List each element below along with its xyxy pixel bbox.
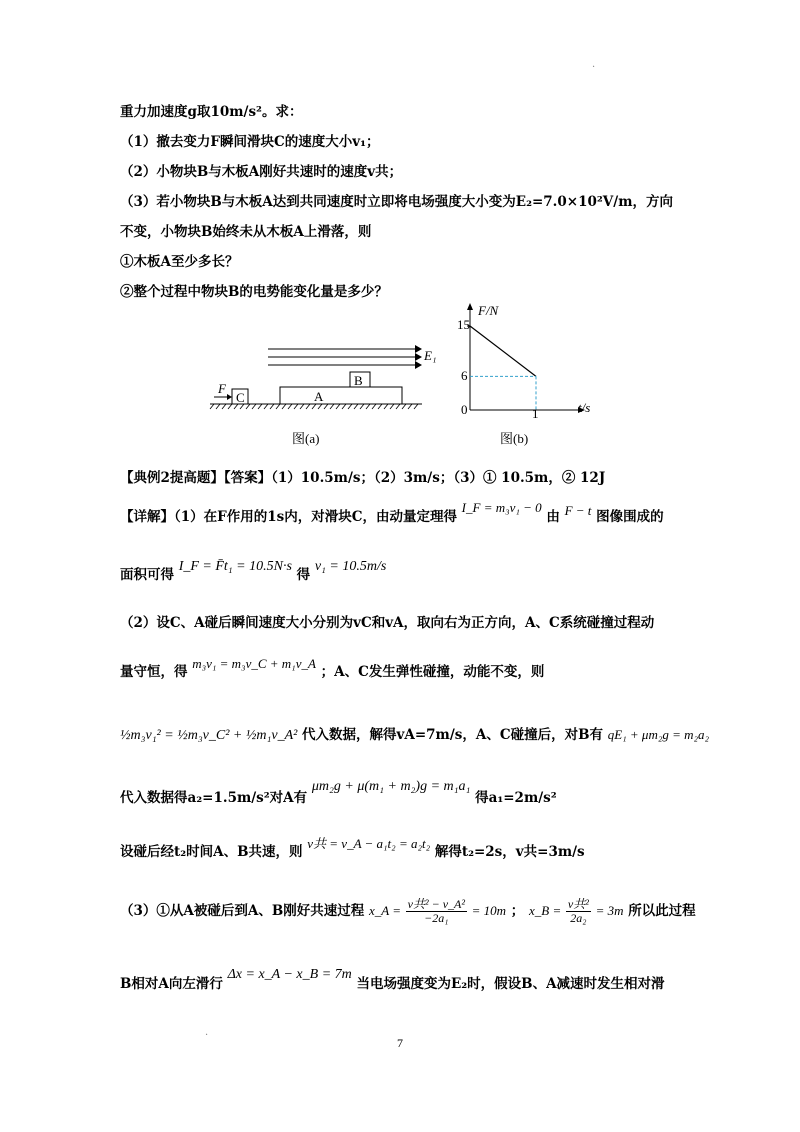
x-tick-1: 1	[532, 406, 539, 421]
detail-line-2	[120, 559, 387, 584]
label-A: A	[314, 389, 324, 404]
fraction-xa	[406, 898, 467, 925]
equation-momentum-conservation: m₃v₁ = m₃v_C + m₁v_A	[192, 656, 316, 671]
detail-text: 代入数据，解得vA=7m/s，A、C碰撞后，对B有	[302, 727, 603, 743]
y-axis-label: F/N	[478, 303, 499, 318]
label-F: F	[218, 381, 226, 396]
detail-text: 所以此过程	[628, 903, 696, 919]
fraction-xb	[566, 898, 591, 925]
detail-text: 当电场强度变为E₂时，假设B、A减速时发生相对滑	[356, 976, 665, 992]
x-axis-label: t/s	[578, 400, 591, 415]
question-3-sub-2: ②整个过程中物块B的电势能变化量是多少？	[120, 284, 388, 300]
label-B: B	[354, 373, 363, 388]
label-E1: E₁	[424, 348, 437, 363]
equation-v1: v₁ = 10.5m/s	[314, 559, 387, 574]
label-C: C	[236, 390, 245, 405]
fraction-xb-denominator: 2a₂	[570, 911, 587, 925]
question-2: （2）小物块B与木板A刚好共速时的速度v共；	[120, 164, 403, 180]
detail-line-8	[120, 898, 696, 925]
detail-text: ；A、C发生弹性碰撞，动能不变，则	[320, 664, 545, 680]
detail-line-5	[120, 723, 709, 744]
question-1: （1）撤去变力F瞬间滑块C的速度大小v₁；	[120, 134, 380, 150]
y-tick-15: 15	[457, 317, 470, 332]
detail-text: 由	[546, 509, 560, 525]
detail-line-1	[120, 500, 664, 525]
equation-kinetic-energy: ½m₃v₁² = ½m₃v_C² + ½m₁v_A²	[120, 728, 298, 743]
detail-text: B相对A向左滑行	[120, 976, 223, 992]
fraction-xa-numerator: v共² − v_A²	[407, 897, 465, 911]
detail-text: 代入数据得a₂=1.5m/s²对A有	[120, 790, 308, 806]
detail-text: 图像围成的	[596, 509, 664, 525]
equation-common-velocity: v共 = v_A − a₁t₂ = a₂t₂	[307, 836, 431, 851]
detail-text: 解得t₂=2s，v共=3m/s	[434, 844, 585, 860]
fraction-xb-numerator: v共²	[567, 897, 589, 911]
detail-text: 得	[296, 567, 311, 583]
detail-text: （3）①从A被碰后到A、B刚好共速过程	[120, 903, 365, 919]
y-tick-6: 6	[461, 368, 468, 383]
answer-line: 【典例2提高题】【答案】（1）10.5m/s；（2）3m/s；（3）① 10.5m，② 12J	[120, 470, 606, 486]
detail-line-6	[120, 779, 557, 807]
detail-line-4	[120, 656, 545, 680]
figure-a-caption: 图(a)	[292, 431, 320, 446]
equation-xb-rhs: = 3m	[595, 903, 624, 918]
question-3-line-2: 不变，小物块B始终未从木板A上滑落，则	[120, 224, 372, 240]
detail-text: 得a₁=2m/s²	[475, 790, 557, 806]
equation-xa-lhs: x_A =	[368, 903, 401, 918]
series-line-f-t	[470, 326, 536, 376]
speck-mark: ·	[592, 62, 596, 73]
intro-line: 重力加速度g取10m/s²。求：	[120, 104, 303, 120]
figure-b-caption: 图(b)	[500, 431, 529, 446]
equation-xa-rhs: = 10m	[471, 903, 507, 918]
question-3-sub-1: ①木板A至少多长？	[120, 254, 239, 270]
detail-text: 【详解】（1）在F作用的1s内，对滑块C，由动量定理得	[120, 509, 457, 525]
equation-impulse: I_F = F̄t₁ = 10.5N·s	[178, 559, 292, 574]
detail-text: 量守恒，得	[120, 664, 188, 680]
equation-xb-lhs: x_B =	[528, 903, 562, 918]
detail-text: ；	[510, 903, 525, 919]
figure-a-diagram	[200, 325, 430, 445]
fraction-xa-denominator: −2a₁	[424, 911, 449, 925]
equation-b-force: qE₁ + μm₂g = m₂a₂	[607, 727, 710, 742]
question-3-line-1: （3）若小物块B与木板A达到共同速度时立即将电场强度大小变为E₂=7.0×10²V/m，方向	[120, 194, 673, 210]
equation-f-t: F − t	[564, 503, 592, 518]
speck-mark: ·	[205, 1030, 209, 1041]
equation-momentum-theorem: I_F = m₃v₁ − 0	[461, 500, 542, 515]
detail-text: 设碰后经t₂时间A、B共速，则	[120, 844, 303, 860]
page-number: 7	[397, 1036, 403, 1050]
detail-text: 面积可得	[120, 567, 174, 583]
detail-line-3: （2）设C、A碰后瞬间速度大小分别为vC和vA，取向右为正方向，A、C系统碰撞过程动	[120, 615, 655, 631]
y-tick-0: 0	[461, 402, 468, 417]
detail-line-7	[120, 836, 585, 860]
y-axis-arrow	[467, 303, 473, 310]
equation-a-force: μm₂g + μ(m₁ + m₂)g = m₁a₁	[311, 779, 471, 794]
detail-line-9	[120, 967, 665, 993]
equation-delta-x: Δx = x_A − x_B = 7m	[227, 967, 352, 982]
